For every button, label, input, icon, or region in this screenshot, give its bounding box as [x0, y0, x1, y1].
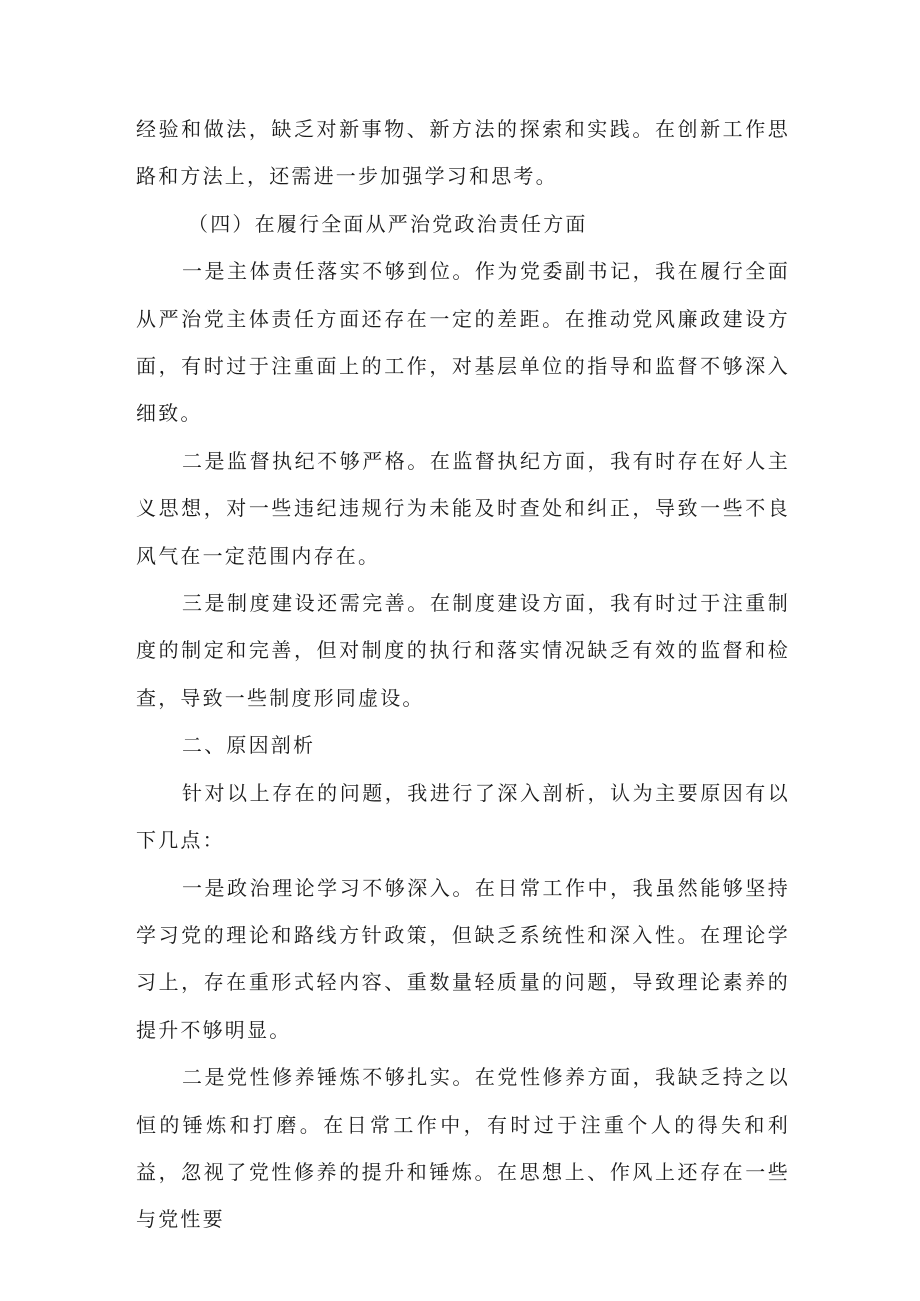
- paragraph-main-responsibility: 一是主体责任落实不够到位。作为党委副书记，我在履行全面从严治党主体责任方面还存在一定的差距。在推动党风廉政建设方面，有时过于注重面上的工作，对基层单位的指导和监督不够深入细致。: [136, 259, 790, 426]
- paragraph-supervision-discipline: 二是监督执纪不够严格。在监督执纪方面，我有时存在好人主义思想，对一些违纪违规行为未能及时查处和纠正，导致一些不良风气在一定范围内存在。: [136, 448, 790, 568]
- paragraph-theory-study: 一是政治理论学习不够深入。在日常工作中，我虽然能够坚持学习党的理论和路线方针政策，但缺乏系统性和深入性。在理论学习上，存在重形式轻内容、重数量轻质量的问题，导致理论素养的提升不够明显。: [136, 875, 790, 1042]
- paragraph-analysis-intro: 针对以上存在的问题，我进行了深入剖析，认为主要原因有以下几点：: [136, 780, 790, 853]
- document-page: [136, 106, 790, 1244]
- paragraph-continuation: 经验和做法，缺乏对新事物、新方法的探索和实践。在创新工作思路和方法上，还需进一步加强学习和思考。: [136, 117, 790, 189]
- paragraph-system-building: 三是制度建设还需完善。在制度建设方面，我有时过于注重制度的制定和完善，但对制度的执行和落实情况缺乏有效的监督和检查，导致一些制度形同虚设。: [136, 591, 790, 710]
- section-subheading-4: （四）在履行全面从严治党政治责任方面: [188, 211, 588, 236]
- section-heading-cause-analysis: 二、原因剖析: [182, 733, 316, 758]
- paragraph-party-spirit: 二是党性修养锤炼不够扎实。在党性修养方面，我缺乏持之以恒的锤炼和打磨。在日常工作中，有时过于注重个人的得失和利益，忽视了党性修养的提升和锤炼。在思想上、作风上还存在一些与党性要: [136, 1065, 790, 1232]
